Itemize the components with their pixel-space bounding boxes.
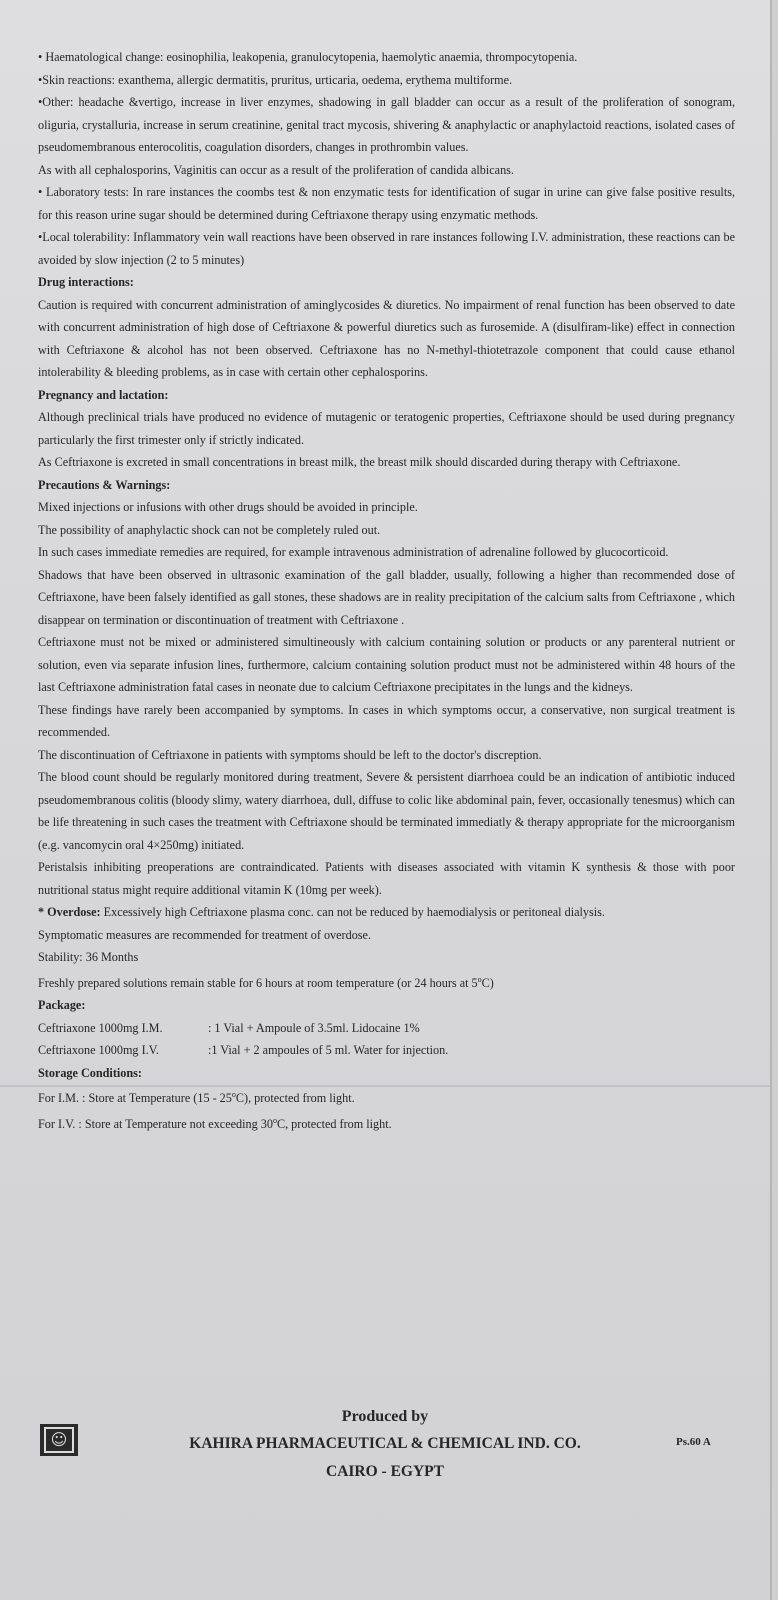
storage-heading: Storage Conditions: [38, 1065, 142, 1080]
paragraph: Peristalsis inhibiting preoperations are contraindicated. Patients with diseases associated with vitamin K synthesis & those with poor nutritional status might require additional vitamin K (10mg per week). [38, 860, 735, 897]
paragraph: •Other: headache &vertigo, increase in liver enzymes, shadowing in gall bladder can occur as a result of the proliferation of sonogram, oliguria, crystalluria, increase in serum creatinine, genital tract mycosis, shivering & anaphylactic or anaphylactoid reactions, isolated cases of pseudomembranous enterocolitis, coagulation disorders, changes in prothrombin values. [38, 95, 735, 154]
overdose-text: Excessively high Ceftriaxone plasma conc. can not be reduced by haemodialysis or peritoneal dialysis. [100, 905, 605, 919]
package-heading: Package: [38, 998, 86, 1013]
paragraph: The discontinuation of Ceftriaxone in patients with symptoms should be left to the doctor's discreption. [38, 747, 542, 762]
paragraph: Although preclinical trials have produced no evidence of mutagenic or teratogenic properties, Ceftriaxone should be used during pregnancy particularly the first trimester only if strictly indicated. [38, 410, 735, 447]
fresh-solution-line [38, 969, 735, 995]
paragraph: • Laboratory tests: In rare instances the coombs test & non enzymatic tests for identification of sugar in urine can give false positive results, for this reason urine sugar should be determined during Ceftriaxone therapy using enzymatic methods. [38, 185, 735, 222]
produced-by-label: Produced by [341, 1408, 429, 1425]
package-contents-im: : 1 Vial + Ampoule of 3.5ml. Lidocaine 1% [208, 1020, 420, 1035]
paragraph-list [38, 46, 735, 901]
paragraph: In such cases immediate remedies are required, for example intravenous administration of adrenaline followed by glucocorticoid. [38, 545, 669, 559]
leaflet-text [38, 46, 735, 1135]
paragraph: •Local tolerability: Inflammatory vein wall reactions have been observed in rare instances following I.V. administration, these reactions can be avoided by slow injection (2 to 5 minutes) [38, 230, 735, 267]
paragraph: Shadows that have been observed in ultrasonic examination of the gall bladder, usually, following a higher than recommended dose of Ceftriaxone, have been falsely identified as gall stones, these shadows are in reality precipitation of the calcium salts from Ceftriaxone , which disappear on termination or discontinuation of treatment with Ceftriaxone . [38, 567, 735, 627]
paragraph: The blood count should be regularly monitored during treatment, Severe & persistent diarrhoea could be an indication of antibiotic induced pseudomembranous colitis (bloody slimy, watery diarrhoea, dull, diffuse to colic like abdominal pain, fever, occasionally tenesmus) which can be life threatening in such cases the treatment with Ceftriaxone should be terminated immediatly & therapy appropriate for the microorganism (e.g. vancomycin oral 4×250mg) initiated. [38, 770, 735, 852]
paragraph: Ceftriaxone must not be mixed or administered simultineously with calcium containing solution or products or any parenteral nutrient or solution, even via separate infusion lines, furthermore, calcium containing solution product must not be administered within 48 hours of the last Ceftriaxone administration fatal cases in neonate due to calcium Ceftriaxone precipitates in the lungs and the kidneys. [38, 635, 735, 694]
storage-im-after: C), protected from light. [235, 1091, 355, 1106]
paragraph: Caution is required with concurrent administration of aminglycosides & diuretics. No impairment of renal function has been observed to date with concurrent administration of high dose of Ceftriaxone & powerful diuretics such as furosemide. A (disulfiram-like) effect in connection with Ceftriaxone & alcohol has not been observed. Ceftriaxone has no N-methyl-thiotetrazole component that could cause ethanol intolerability & bleeding problems, as in case with certain other cephalosporins. [38, 297, 735, 379]
section-heading: Drug interactions: [38, 275, 134, 289]
storage-im-line [38, 1084, 735, 1110]
company-name: KAHIRA PHARMACEUTICAL & CHEMICAL IND. CO. [189, 1435, 581, 1452]
paragraph: The possibility of anaphylactic shock can not be completely ruled out. [38, 522, 381, 537]
package-contents-iv: :1 Vial + 2 ampoules of 5 ml. Water for injection. [208, 1043, 449, 1058]
paragraph: •Skin reactions: exanthema, allergic dermatitis, pruritus, urticaria, oedema, erythema multiforme. [38, 72, 513, 87]
leaflet-code: Ps.60 A [676, 1436, 711, 1448]
package-name-iv: Ceftriaxone 1000mg I.V. [38, 1043, 159, 1058]
paragraph: As Ceftriaxone is excreted in small concentrations in breast milk, the breast milk should discarded during therapy with Ceftriaxone. [38, 455, 681, 469]
company-city: CAIRO - EGYPT [326, 1463, 444, 1480]
package-row-im [38, 1017, 735, 1040]
manufacturer-footer [0, 1404, 770, 1486]
degree-sup: o [231, 1090, 236, 1100]
fresh-text-before: Freshly prepared solutions remain stable for 6 hours at room temperature (or 24 hours at 5 [38, 975, 478, 990]
storage-iv-line [38, 1110, 735, 1136]
degree-sup: o [477, 974, 482, 984]
package-name-im: Ceftriaxone 1000mg I.M. [38, 1020, 163, 1035]
overdose-line-2: Symptomatic measures are recommended for treatment of overdose. [38, 927, 372, 942]
degree-sup: o [272, 1115, 277, 1125]
storage-iv-after: C, protected from light. [276, 1116, 392, 1131]
section-heading: Pregnancy and lactation: [38, 387, 169, 402]
logo-mark-icon: ☺ [44, 1427, 74, 1453]
fresh-text-after: C) [481, 975, 494, 990]
overdose-label: * Overdose: [38, 905, 101, 919]
storage-iv-before: For I.V. : Store at Temperature not exceeding 30 [38, 1116, 273, 1131]
stability-line: Stability: 36 Months [38, 950, 139, 964]
paragraph: Mixed injections or infusions with other drugs should be avoided in principle. [38, 500, 418, 514]
storage-im-before: For I.M. : Store at Temperature (15 - 25 [38, 1091, 232, 1106]
overdose-paragraph [38, 901, 735, 924]
paragraph: As with all cephalosporins, Vaginitis can occur as a result of the proliferation of candida albicans. [38, 162, 514, 177]
paragraph: These findings have rarely been accompanied by symptoms. In cases in which symptoms occur, a conservative, non surgical treatment is recommended. [38, 702, 735, 739]
section-heading: Precautions & Warnings: [38, 477, 171, 492]
paragraph: • Haematological change: eosinophilia, leakopenia, granulocytopenia, haemolytic anaemia, thrompocytopenia. [38, 50, 578, 64]
package-row-iv [38, 1039, 735, 1062]
